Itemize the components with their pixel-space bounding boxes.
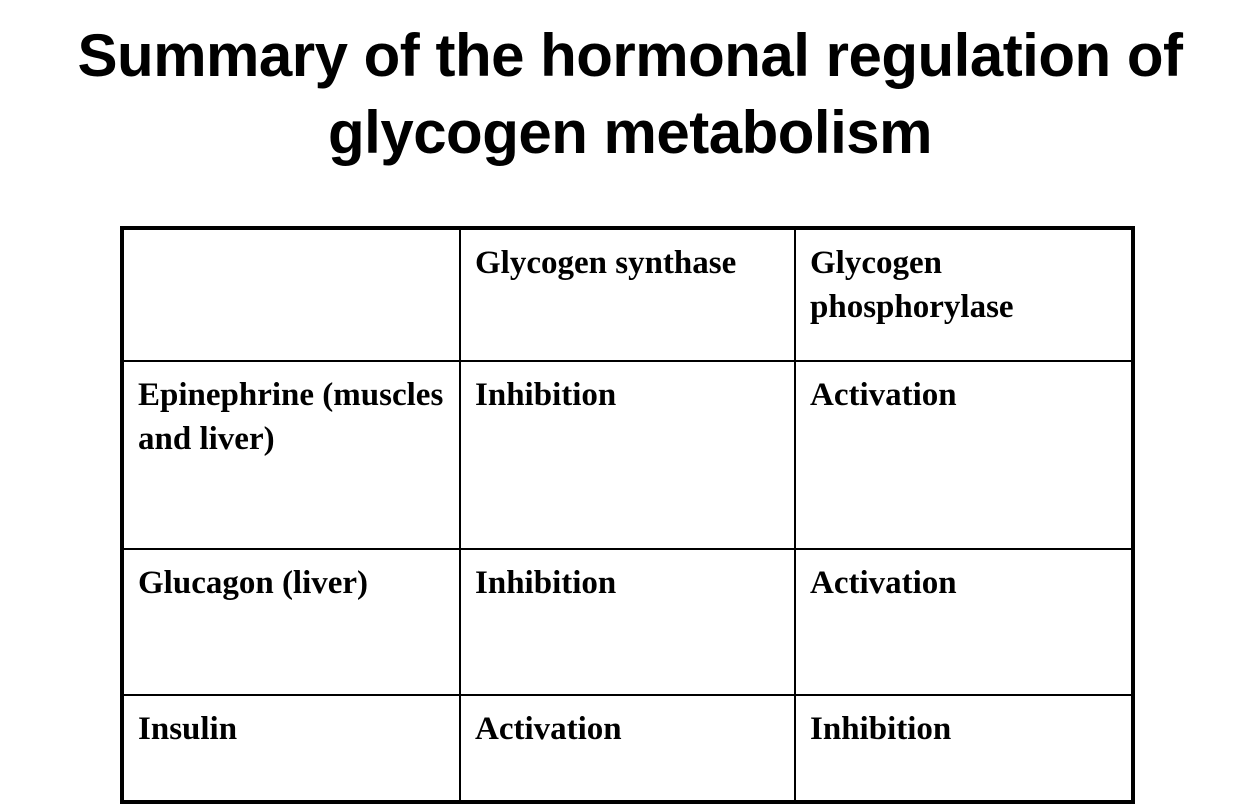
cell-insulin-phosphorylase: Inhibition	[795, 695, 1133, 802]
cell-glucagon-phosphorylase: Activation	[795, 549, 1133, 695]
page-title: Summary of the hormonal regulation of glycogen metabolism	[77, 22, 1183, 166]
table-row	[122, 695, 1133, 802]
cell-insulin-synthase: Activation	[460, 695, 795, 802]
table-row	[122, 361, 1133, 549]
cell-epinephrine-synthase: Inhibition	[460, 361, 795, 549]
header-cell-glycogen-phosphorylase: Glycogen phosphorylase	[795, 228, 1133, 361]
table-row	[122, 549, 1133, 695]
hormonal-regulation-table	[120, 226, 1135, 804]
table-header-row	[122, 228, 1133, 361]
row-label-epinephrine: Epinephrine (muscles and liver)	[122, 361, 460, 549]
header-cell-blank	[122, 228, 460, 361]
cell-glucagon-synthase: Inhibition	[460, 549, 795, 695]
row-label-glucagon: Glucagon (liver)	[122, 549, 460, 695]
row-label-insulin: Insulin	[122, 695, 460, 802]
table-container	[120, 226, 1131, 804]
cell-epinephrine-phosphorylase: Activation	[795, 361, 1133, 549]
header-cell-glycogen-synthase: Glycogen synthase	[460, 228, 795, 361]
